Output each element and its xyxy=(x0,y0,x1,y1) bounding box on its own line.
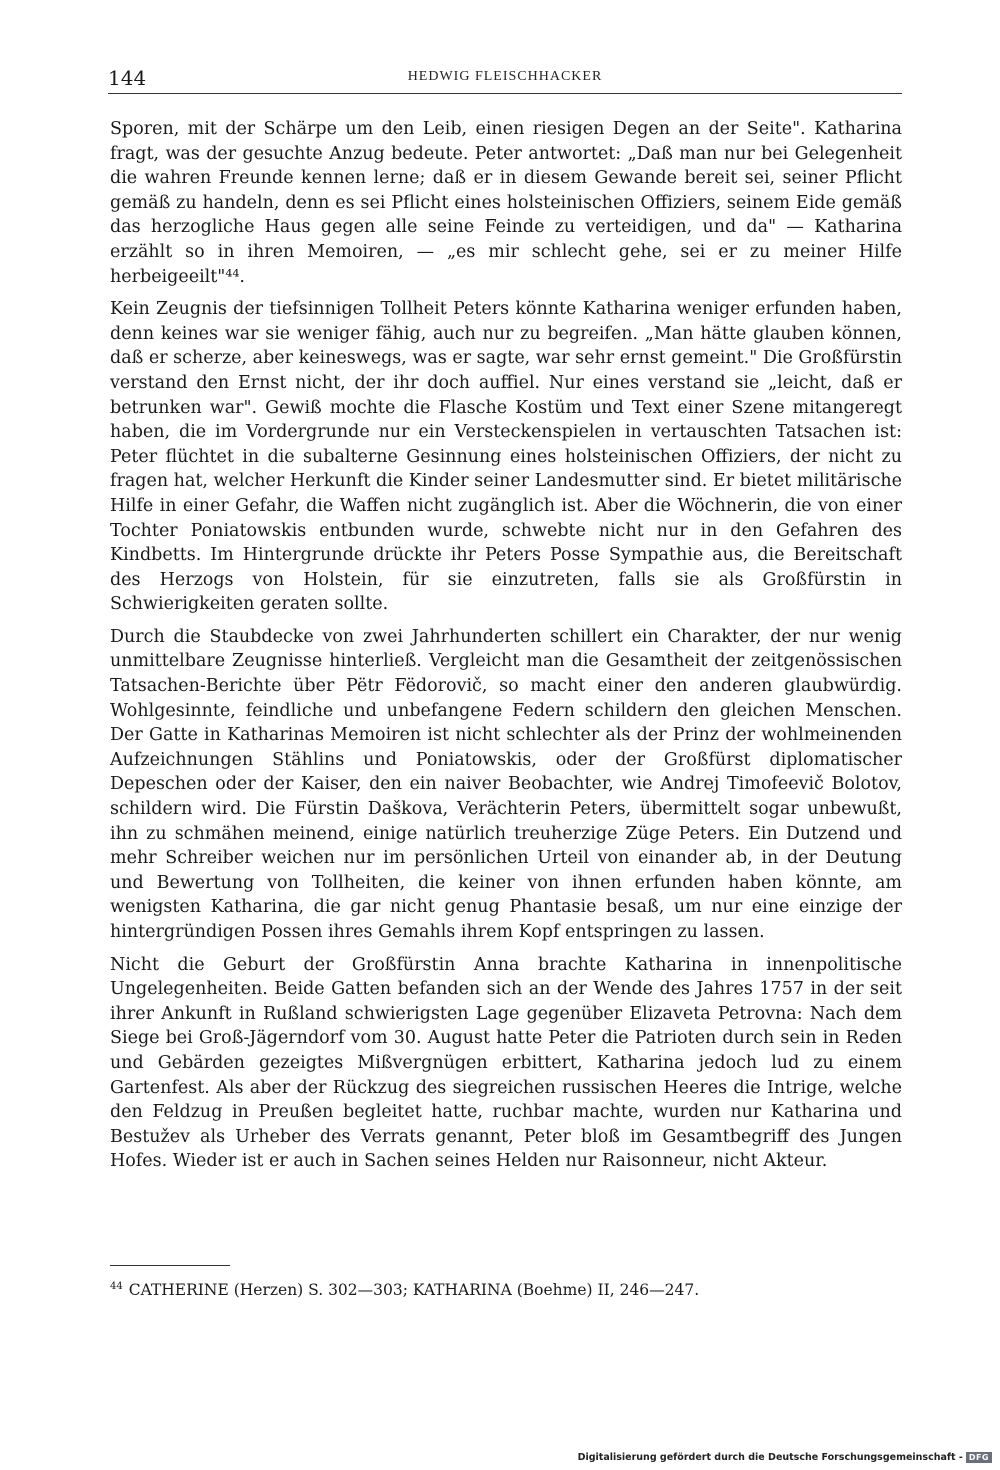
body-text xyxy=(110,117,902,1182)
running-head: HEDWIG FLEISCHHACKER xyxy=(407,69,603,84)
header-rule xyxy=(108,93,902,94)
paragraph-3: Durch die Staubdecke von zwei Jahrhunderten schillert ein Charakter, der nur wenig unmittelbare Zeugnisse hinterließ. Vergleicht man die Gesamtheit der zeitgenössischen Tatsachen-Berichte über Pëtr Fëdorovič, so macht einer den anderen glaubwürdig. Wohlgesinnte, feindliche und unbefangene Federn schildern den gleichen Menschen. Der Gatte in Katharinas Memoiren ist nicht schlechter als der Prinz der wohlmeinenden Aufzeichnungen Stählins und Poniatowskis, oder der Großfürst diplomatischer Depeschen oder der Kaiser, den ein naiver Beobachter, wie Andrej Timofeevič Bolotov, schildern wird. Die Fürstin Daškova, Verächterin Peters, übermittelt sogar unbewußt, ihn zu schmähen meinend, einige natürlich treuherzige Züge Peters. Ein Dutzend und mehr Schreiber weichen nur im persönlichen Urteil von einander ab, in der Deutung und Bewertung von Tollheiten, die keiner von ihnen erfunden haben könnte, am wenigsten Katharina, die gar nicht genug Phantasie besaß, um nur eine einzige der hintergründigen Possen ihres Gemahls ihrem Kopf entspringen zu lassen. xyxy=(110,626,902,942)
footnote-marker: 44 xyxy=(110,1281,123,1292)
paragraph-2: Kein Zeugnis der tiefsinnigen Tollheit Peters könnte Katharina weniger erfunden haben, denn keines war sie weniger fähig, auch nur zu begreifen. „Man hätte glauben können, daß er scherze, aber keineswegs, was er sagte, war sehr ernst gemeint." Die Großfürstin verstand den Ernst nicht, der ihr doch auffiel. Nur eines verstand sie „leicht, daß er betrunken war". Gewiß mochte die Flasche Kostüm und Text einer Szene mitangeregt haben, die im Vordergrunde nur ein Versteckenspielen in vertauschten Tatsachen ist: Peter flüchtet in die subalterne Gesinnung eines holsteinischen Offiziers, der nicht zu fragen hat, welcher Herkunft die Kinder seiner Landesmutter sind. Er bietet militärische Hilfe in einer Gefahr, die Waffen nicht zugänglich ist. Aber die Wöchnerin, die von einer Tochter Poniatowskis entbunden wurde, schwebte nicht nur in den Gefahren des Kindbetts. Im Hintergrunde drückte ihr Peters Posse Sympathie aus, die Bereitschaft des Herzogs von Holstein, für sie einzutreten, falls sie als Großfürstin in Schwierigkeiten geraten sollte. xyxy=(110,299,902,615)
dfg-logo: DFG xyxy=(966,1452,992,1463)
paragraph-4: Nicht die Geburt der Großfürstin Anna brachte Katharina in innenpolitische Ungelegenheiten. Beide Gatten befanden sich an der Wende des Jahres 1757 in der seit ihrer Ankunft in Rußland schwierigsten Lage gegenüber Elizaveta Petrovna: Nach dem Siege bei Groß-Jägerndorf vom 30. August hatte Peter die Patrioten durch sein in Reden und Gebärden gezeigtes Mißvergnügen erbittert, Katharina jedoch lud zu einem Gartenfest. Als aber der Rückzug des siegreichen russischen Heeres die Intrige, welche den Feldzug in Preußen begleitet hatte, ruchbar machte, wurden nur Katharina und Bestužev als Urheber des Verrats genannt, Peter bloß im Gesamtbegriff des Jungen Hofes. Wieder ist er auch in Sachen seines Helden nur Raisonneur, nicht Akteur. xyxy=(110,954,902,1172)
page-number: 144 xyxy=(108,66,147,90)
footnote-rule xyxy=(110,1265,230,1266)
page-header xyxy=(108,66,902,92)
funding-notice xyxy=(578,1452,992,1463)
footnote xyxy=(110,1276,902,1301)
paragraph-1: Sporen, mit der Schärpe um den Leib, einen riesigen Degen an der Seite". Katharina fragt, was der gesuchte Anzug bedeute. Peter antwortet: „Daß man nur bei Gelegenheit die wahren Freunde kennen lerne; daß er in diesem Gewande bereit sei, seiner Pflicht gemäß zu handeln, denn es sei Pflicht eines holsteinischen Offiziers, seinem Eide gemäß das herzogliche Haus gegen alle seine Feinde zu verteidigen, und da" — Katharina erzählt so in ihren Memoiren, — „es mir schlecht gehe, sei er zu meiner Hilfe herbeigeeilt"⁴⁴. xyxy=(110,119,902,287)
footnote-text: CATHERINE (Herzen) S. 302—303; KATHARINA (Boehme) II, 246—247. xyxy=(128,1281,700,1300)
funding-text: Digitalisierung gefördert durch die Deutsche Forschungsgemeinschaft - xyxy=(577,1452,963,1463)
